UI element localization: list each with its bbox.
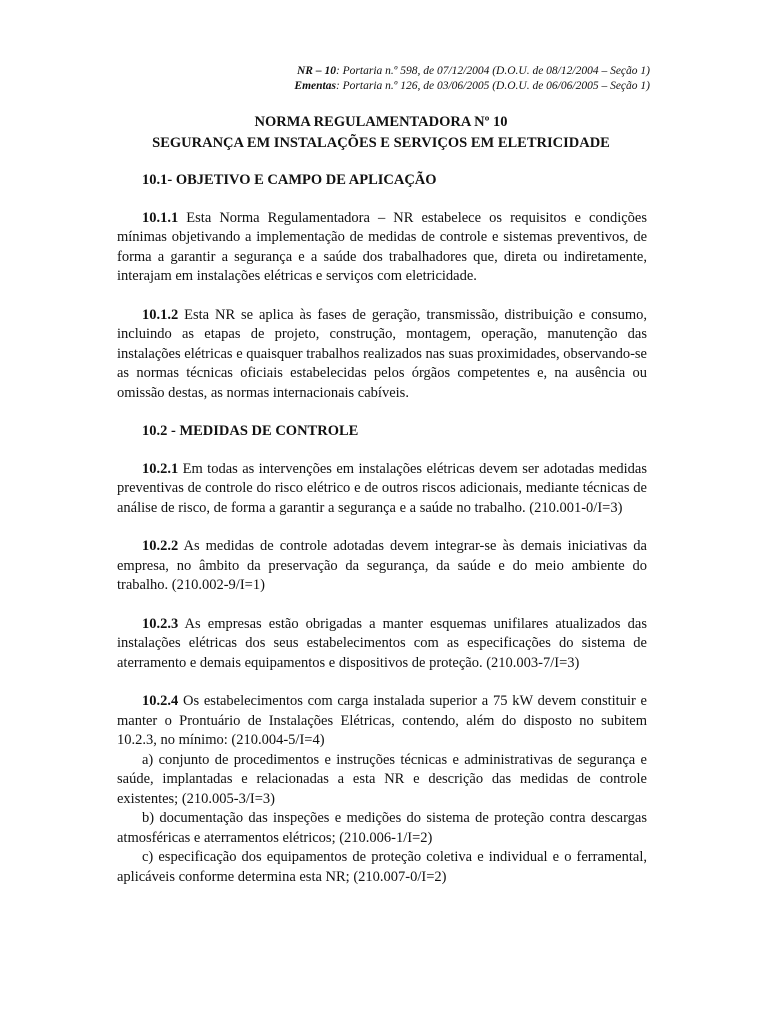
- header-line-1: NR – 10: Portaria n.º 598, de 07/12/2004 (D.O.U. de 08/12/2004 – Seção 1): [296, 65, 650, 77]
- list-item-b: b) documentação das inspeções e medições do sistema de proteção contra descargas atmosféricas e aterramentos elétricos; (210.006-1/I=2): [117, 810, 647, 846]
- document-header-note: [294, 64, 650, 94]
- list-item-c: c) especificação dos equipamentos de proteção coletiva e individual e o ferramental, aplicáveis conforme determina esta NR; (210.007-0/I=2): [117, 849, 647, 885]
- paragraph-10-2-2: 10.2.2 As medidas de controle adotadas devem integrar-se às demais iniciativas da empresa, no âmbito da preservação da segurança, da saúde e do meio ambiente do trabalho. (210.002-9/I=1): [117, 538, 647, 593]
- paragraph-10-2-1: 10.2.1 Em todas as intervenções em instalações elétricas devem ser adotadas medidas preventivas de controle do risco elétrico e de outros riscos adicionais, mediante técnicas de análise de risco, de forma a garantir a segurança e a saúde no trabalho. (210.001-0/I=3): [117, 460, 647, 516]
- section-heading-10-1: 10.1- OBJETIVO E CAMPO DE APLICAÇÃO: [142, 172, 437, 188]
- paragraph-10-1-2: 10.1.2 Esta NR se aplica às fases de geração, transmissão, distribuição e consumo, incluindo as etapas de projeto, construção, montagem, operação, manutenção das instalações elétricas e quaisquer trabalhos realizados nas suas proximidades, observando-se as normas técnicas oficiais estabelecidas pelos órgãos competentes e, na ausência ou omissão destas, as normas internacionais cabíveis.: [117, 306, 647, 401]
- paragraph-10-1-1: 10.1.1 Esta Norma Regulamentadora – NR estabelece os requisitos e condições mínimas objetivando a implementação de medidas de controle e sistemas preventivos, de forma a garantir a segurança e a saúde dos trabalhadores que, direta ou indiretamente, interajam em instalações elétricas e serviços com eletricidade.: [117, 209, 647, 284]
- header-line-2: Ementas: Portaria n.º 126, de 03/06/2005 (D.O.U. de 06/06/2005 – Seção 1): [294, 80, 650, 92]
- document-title: [110, 112, 652, 154]
- section-heading-10-2: 10.2 - MEDIDAS DE CONTROLE: [142, 423, 359, 439]
- paragraph-10-2-3: 10.2.3 As empresas estão obrigadas a manter esquemas unifilares atualizados das instalações elétricas dos seus estabelecimentos com as especificações do sistema de aterramento e demais equipamentos e dispositivos de proteção. (210.003-7/I=3): [117, 615, 647, 671]
- list-item-a: a) conjunto de procedimentos e instruções técnicas e administrativas de segurança e saúde, implantadas e relacionadas a esta NR e descrição das medidas de controle existentes; (210.005-3/I=3): [117, 751, 647, 807]
- title-line-2: SEGURANÇA EM INSTALAÇÕES E SERVIÇOS EM ELETRICIDADE: [152, 135, 610, 151]
- paragraph-10-2-4: 10.2.4 Os estabelecimentos com carga instalada superior a 75 kW devem constituir e manter o Prontuário de Instalações Elétricas, contendo, além do disposto no subitem 10.2.3, no mínimo: (210.004-5/I=4): [117, 693, 647, 748]
- document-body: [117, 171, 647, 887]
- title-line-1: NORMA REGULAMENTADORA Nº 10: [254, 114, 508, 130]
